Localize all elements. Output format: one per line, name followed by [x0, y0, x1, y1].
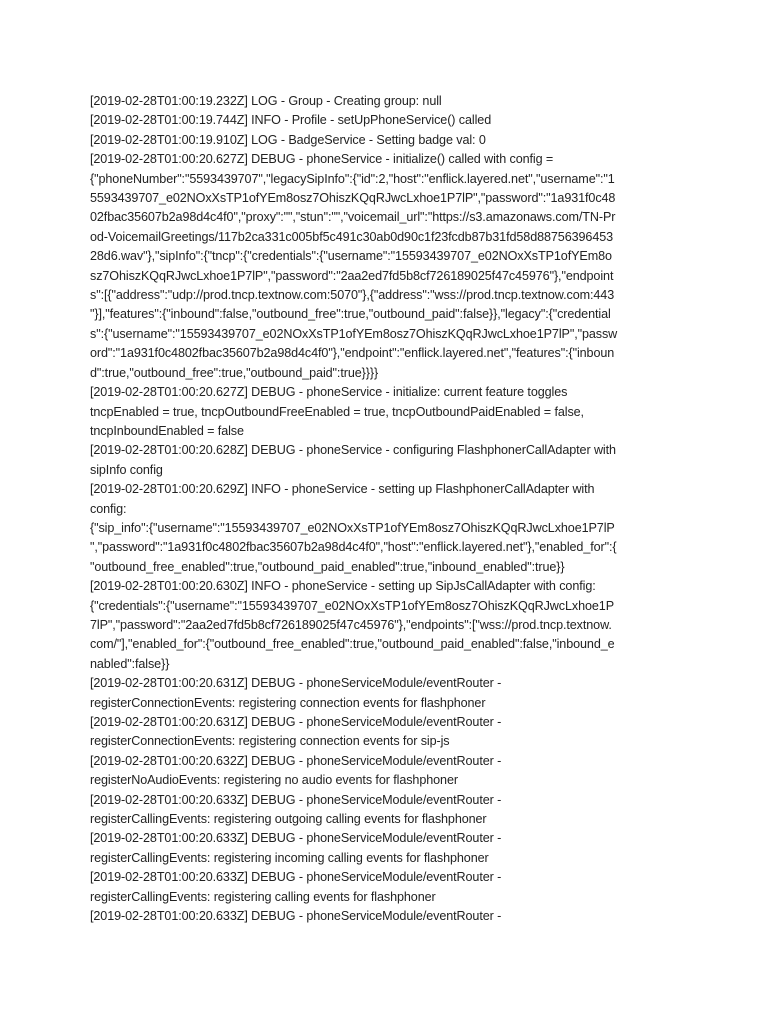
log-line: od-VoicemailGreetings/117b2ca331c005bf5c491c30ab0d90c1f23fcdb87b31fd58d88756396453 — [90, 229, 614, 244]
log-line: ","password":"1a931f0c4802fbac35607b2a98d4c4f0","host":"enflick.layered.net"},"enabled_for":{ — [90, 540, 617, 555]
log-line: [2019-02-28T01:00:20.628Z] DEBUG - phoneService - configuring FlashphonerCallAdapter with — [90, 443, 616, 458]
log-line: 7lP","password":"2aa2ed7fd5b8cf726189025f47c45976"},"endpoints":["wss://prod.tncp.textnow. — [90, 617, 612, 632]
log-text-body — [90, 92, 680, 926]
log-line: nabled":false}} — [90, 656, 170, 671]
log-line: [2019-02-28T01:00:20.632Z] DEBUG - phoneServiceModule/eventRouter - — [90, 753, 502, 768]
log-line: 28d6.wav"},"sipInfo":{"tncp":{"credentials":{"username":"15593439707_e02NOxXsTP1ofYEm8o — [90, 249, 612, 264]
log-line: registerCallingEvents: registering calling events for flashphoner — [90, 889, 436, 904]
log-line: [2019-02-28T01:00:20.629Z] INFO - phoneService - setting up FlashphonerCallAdapter with — [90, 482, 595, 497]
log-line: 02fbac35607b2a98d4c4f0","proxy":"","stun":"","voicemail_url":"https://s3.amazonaws.com/TN-Pr — [90, 210, 616, 225]
log-line: {"sip_info":{"username":"15593439707_e02NOxXsTP1ofYEm8osz7OhiszKQqRJwcLxhoe1P7lP — [90, 520, 615, 535]
log-line: com/"],"enabled_for":{"outbound_free_enabled":true,"outbound_paid_enabled":false,"inbound_e — [90, 637, 615, 652]
log-line: [2019-02-28T01:00:20.627Z] DEBUG - phoneService - initialize() called with config = — [90, 152, 554, 167]
log-line: registerConnectionEvents: registering connection events for sip-js — [90, 734, 450, 749]
log-line: 5593439707_e02NOxXsTP1ofYEm8osz7OhiszKQqRJwcLxhoe1P7lP","password":"1a931f0c48 — [90, 191, 616, 206]
log-line: registerCallingEvents: registering incoming calling events for flashphoner — [90, 850, 489, 865]
log-line: sz7OhiszKQqRJwcLxhoe1P7lP","password":"2aa2ed7fd5b8cf726189025f47c45976"},"endpoint — [90, 268, 614, 283]
log-line: [2019-02-28T01:00:20.630Z] INFO - phoneService - setting up SipJsCallAdapter with config: — [90, 579, 596, 594]
log-line: [2019-02-28T01:00:20.631Z] DEBUG - phoneServiceModule/eventRouter - — [90, 715, 502, 729]
log-line: [2019-02-28T01:00:20.633Z] DEBUG - phoneServiceModule/eventRouter - — [90, 870, 502, 885]
log-line: "}],"features":{"inbound":false,"outbound_free":true,"outbound_paid":false}},"legacy":{"credential — [90, 307, 611, 322]
log-line: {"phoneNumber":"5593439707","legacySipInfo":{"id":2,"host":"enflick.layered.net","username":"1 — [90, 171, 615, 186]
log-line: {"credentials":{"username":"15593439707_e02NOxXsTP1ofYEm8osz7OhiszKQqRJwcLxhoe1P — [90, 598, 615, 613]
log-line: [2019-02-28T01:00:19.744Z] INFO - Profile - setUpPhoneService() called — [90, 113, 492, 128]
log-line: d":true,"outbound_free":true,"outbound_paid":true}}}} — [90, 365, 379, 380]
log-line: [2019-02-28T01:00:20.633Z] DEBUG - phoneServiceModule/eventRouter - — [90, 831, 502, 846]
log-line: [2019-02-28T01:00:20.631Z] DEBUG - phoneServiceModule/eventRouter - — [90, 676, 502, 691]
log-line: registerNoAudioEvents: registering no audio events for flashphoner — [90, 773, 458, 788]
log-line: [2019-02-28T01:00:20.627Z] DEBUG - phoneService - initialize: current feature toggles — [90, 385, 568, 400]
log-line: tncpInboundEnabled = false — [90, 423, 244, 438]
log-line: s":[{"address":"udp://prod.tncp.textnow.com:5070"},{"address":"wss://prod.tncp.textnow.com:443 — [90, 288, 615, 303]
log-line: tncpEnabled = true, tncpOutboundFreeEnabled = true, tncpOutboundPaidEnabled = false, — [90, 404, 584, 419]
log-line: [2019-02-28T01:00:19.232Z] LOG - Group - Creating group: null — [90, 94, 442, 108]
log-line: registerConnectionEvents: registering connection events for flashphoner — [90, 695, 486, 710]
log-line: registerCallingEvents: registering outgoing calling events for flashphoner — [90, 812, 487, 827]
log-line: "outbound_free_enabled":true,"outbound_paid_enabled":true,"inbound_enabled":true}} — [90, 559, 565, 574]
log-line: ord":"1a931f0c4802fbac35607b2a98d4c4f0"},"endpoint":"enflick.layered.net","features":{"inboun — [90, 346, 615, 361]
log-line: config: — [90, 501, 127, 516]
log-line: [2019-02-28T01:00:19.910Z] LOG - BadgeService - Setting badge val: 0 — [90, 132, 486, 147]
log-line: sipInfo config — [90, 462, 163, 477]
log-line: s":{"username":"15593439707_e02NOxXsTP1ofYEm8osz7OhiszKQqRJwcLxhoe1P7lP","passw — [90, 326, 618, 341]
log-line: [2019-02-28T01:00:20.633Z] DEBUG - phoneServiceModule/eventRouter - — [90, 792, 502, 807]
log-line: [2019-02-28T01:00:20.633Z] DEBUG - phoneServiceModule/eventRouter - — [90, 909, 502, 924]
